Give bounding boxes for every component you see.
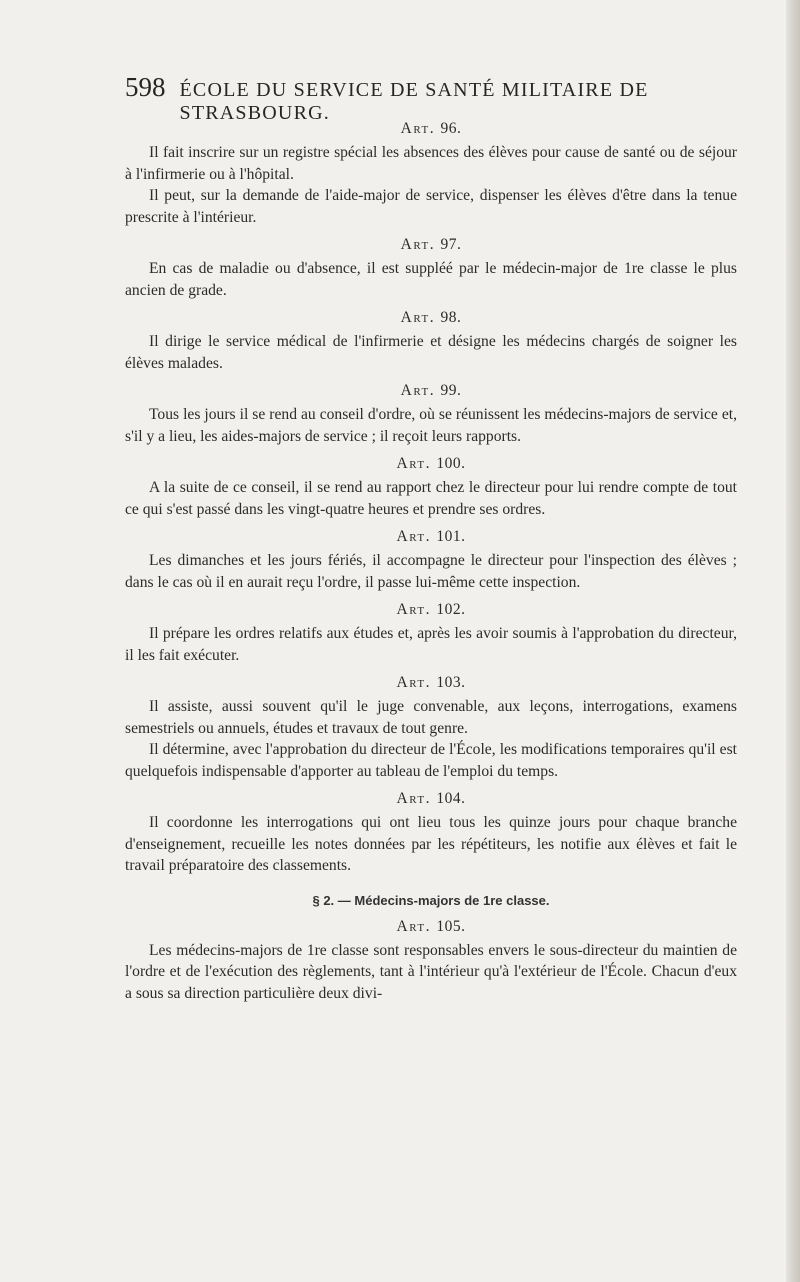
- article-paragraph: Il coordonne les interrogations qui ont lieu tous les quinze jours pour chaque branche d'enseignement, recueille les notes données par les répétiteurs, les notifie aux élèves et fait le travail préparatoire des classements.: [125, 814, 737, 874]
- article-label: Art.: [400, 309, 441, 326]
- articles-list: [125, 118, 737, 877]
- page-number: 598: [125, 72, 166, 102]
- article-heading: [125, 307, 737, 328]
- article-paragraph: Les dimanches et les jours fériés, il accompagne le directeur pour l'inspection des élèves ; dans le cas où il en aurait reçu l'ordre, il passe lui-même cette inspection.: [125, 552, 737, 591]
- article-heading: [125, 916, 737, 937]
- running-title: ÉCOLE DU SERVICE DE SANTÉ MILITAIRE DE STRASBOURG.: [179, 79, 649, 124]
- article-paragraph: Il assiste, aussi souvent qu'il le juge convenable, aux leçons, interrogations, examens semestriels ou annuels, études et travaux de tout genre.: [125, 698, 737, 737]
- article-number: 101.: [436, 528, 466, 545]
- article-number: 100.: [436, 455, 466, 472]
- article-label: Art.: [400, 382, 441, 399]
- article-heading: [125, 599, 737, 620]
- article-paragraph: Tous les jours il se rend au conseil d'ordre, où se réunissent les médecins-majors de service et, s'il y a lieu, les aides-majors de service ; il reçoit leurs rapports.: [125, 406, 737, 445]
- article-paragraph: Il peut, sur la demande de l'aide-major de service, dispenser les élèves d'être dans la tenue prescrite à l'intérieur.: [125, 187, 737, 226]
- page-edge-shadow: [786, 0, 800, 1282]
- article-label: Art.: [400, 120, 441, 137]
- article-number: 98.: [440, 309, 462, 326]
- article-number: 97.: [440, 236, 462, 253]
- article-heading: [125, 234, 737, 255]
- article-heading: [125, 788, 737, 809]
- article-label: Art.: [396, 528, 437, 545]
- article-number: 105.: [436, 917, 466, 935]
- article-number: 96.: [440, 120, 462, 137]
- article-label: Art.: [400, 236, 441, 253]
- running-header: [125, 72, 737, 124]
- article-label: Art.: [396, 790, 437, 807]
- article-paragraph: Il dirige le service médical de l'infirmerie et désigne les médecins chargés de soigner les élèves malades.: [125, 333, 737, 372]
- article-heading: [125, 453, 737, 474]
- article-label: Art.: [396, 917, 437, 935]
- article-paragraph: Il prépare les ordres relatifs aux études et, après les avoir soumis à l'approbation du directeur, il les fait exécuter.: [125, 625, 737, 664]
- article-paragraph: En cas de maladie ou d'absence, il est suppléé par le médecin-major de 1re classe le plus ancien de grade.: [125, 260, 737, 299]
- article-paragraph: Les médecins-majors de 1re classe sont responsables envers le sous-directeur du maintien de l'ordre et de l'exécution des règlements, tant à l'intérieur qu'à l'extérieur de l'École. Chacun d'eux a sous sa direction particulière deux divi-: [125, 941, 737, 1002]
- article-105: [125, 916, 737, 1005]
- article-label: Art.: [396, 674, 437, 691]
- article-label: Art.: [396, 601, 437, 618]
- article-label: Art.: [396, 455, 437, 472]
- article-paragraph: Il détermine, avec l'approbation du directeur de l'École, les modifications temporaires qu'il est quelquefois indispensable d'apporter au tableau de l'emploi du temps.: [125, 741, 737, 780]
- article-heading: [125, 672, 737, 693]
- article-number: 102.: [436, 601, 466, 618]
- article-number: 99.: [440, 382, 462, 399]
- article-heading: [125, 526, 737, 547]
- article-number: 104.: [436, 790, 466, 807]
- article-paragraph: A la suite de ce conseil, il se rend au rapport chez le directeur pour lui rendre compte de tout ce qui s'est passé dans les vingt-quatre heures et prendre ses ordres.: [125, 479, 737, 518]
- article-paragraph: Il fait inscrire sur un registre spécial les absences des élèves pour cause de santé ou de séjour à l'infirmerie ou à l'hôpital.: [125, 144, 737, 183]
- article-number: 103.: [436, 674, 466, 691]
- article-heading: [125, 380, 737, 401]
- page-content: [125, 72, 737, 1004]
- section-heading: § 2. — Médecins-majors de 1re classe.: [312, 892, 550, 908]
